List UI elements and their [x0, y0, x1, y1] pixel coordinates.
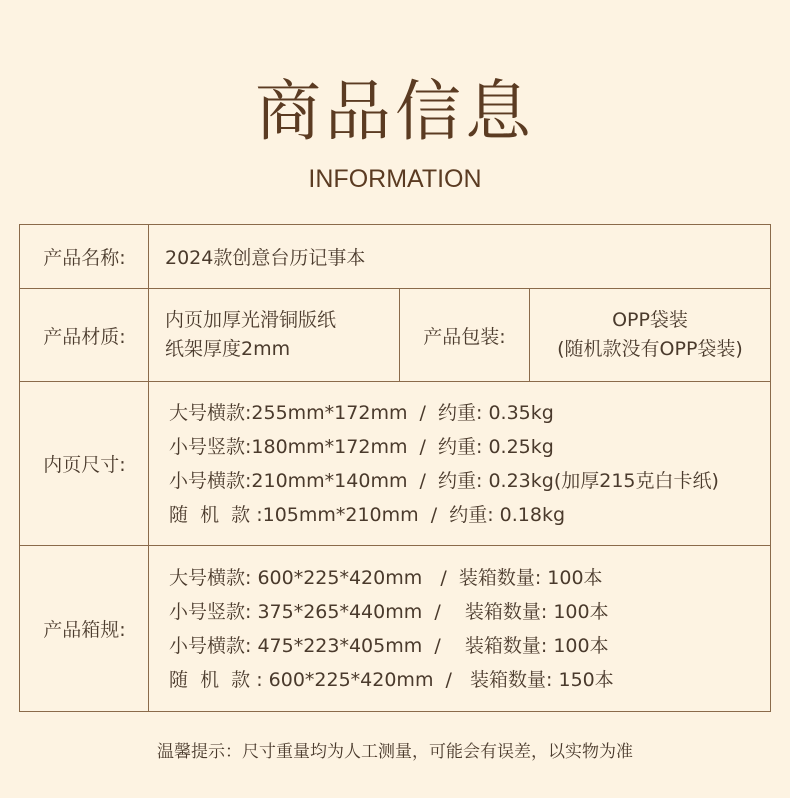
box-line: 小号横款: 475*223*405mm / 装箱数量: 100本	[169, 634, 609, 657]
box-line: 小号竖款: 375*265*440mm / 装箱数量: 100本	[169, 600, 609, 623]
box-label-text: 产品箱规:	[43, 619, 126, 641]
size-label-text: 内页尺寸:	[43, 454, 126, 476]
material-label-text: 产品材质:	[43, 325, 126, 348]
name-label	[20, 225, 149, 288]
page-subtitle: INFORMATION	[308, 165, 482, 193]
info-table	[19, 224, 771, 712]
page-title: 商品信息	[255, 73, 535, 150]
footer-note: 温馨提示：尺寸重量均为人工测量，可能会有误差，以实物为准	[157, 742, 633, 762]
packaging-value	[530, 289, 770, 381]
name-value-text: 2024款创意台历记事本	[165, 247, 366, 269]
packaging-label	[400, 289, 529, 381]
name-label-text: 产品名称:	[43, 247, 126, 269]
box-line: 大号横款: 600*225*420mm / 装箱数量: 100本	[169, 566, 603, 589]
name-value	[165, 225, 765, 288]
size-line: 随 机 款 :105mm*210mm / 约重: 0.18kg	[169, 503, 566, 526]
packaging-label-text: 产品包装:	[423, 325, 506, 348]
packaging-line: (随机款没有OPP袋装)	[557, 338, 743, 360]
size-label	[20, 382, 149, 545]
size-line: 小号竖款:180mm*172mm / 约重: 0.25kg	[169, 435, 554, 458]
packaging-line: OPP袋装	[612, 309, 688, 331]
material-label	[20, 289, 149, 381]
size-values	[169, 382, 769, 545]
size-line: 小号横款:210mm*140mm / 约重: 0.23kg(加厚215克白卡纸)	[169, 469, 719, 492]
material-line: 纸架厚度2mm	[165, 338, 291, 360]
size-line: 大号横款:255mm*172mm / 约重: 0.35kg	[169, 401, 554, 424]
box-label	[20, 546, 149, 711]
material-value	[165, 289, 397, 381]
material-line: 内页加厚光滑铜版纸	[165, 309, 337, 331]
box-values	[169, 546, 769, 711]
box-line: 随 机 款 : 600*225*420mm / 装箱数量: 150本	[169, 668, 614, 691]
